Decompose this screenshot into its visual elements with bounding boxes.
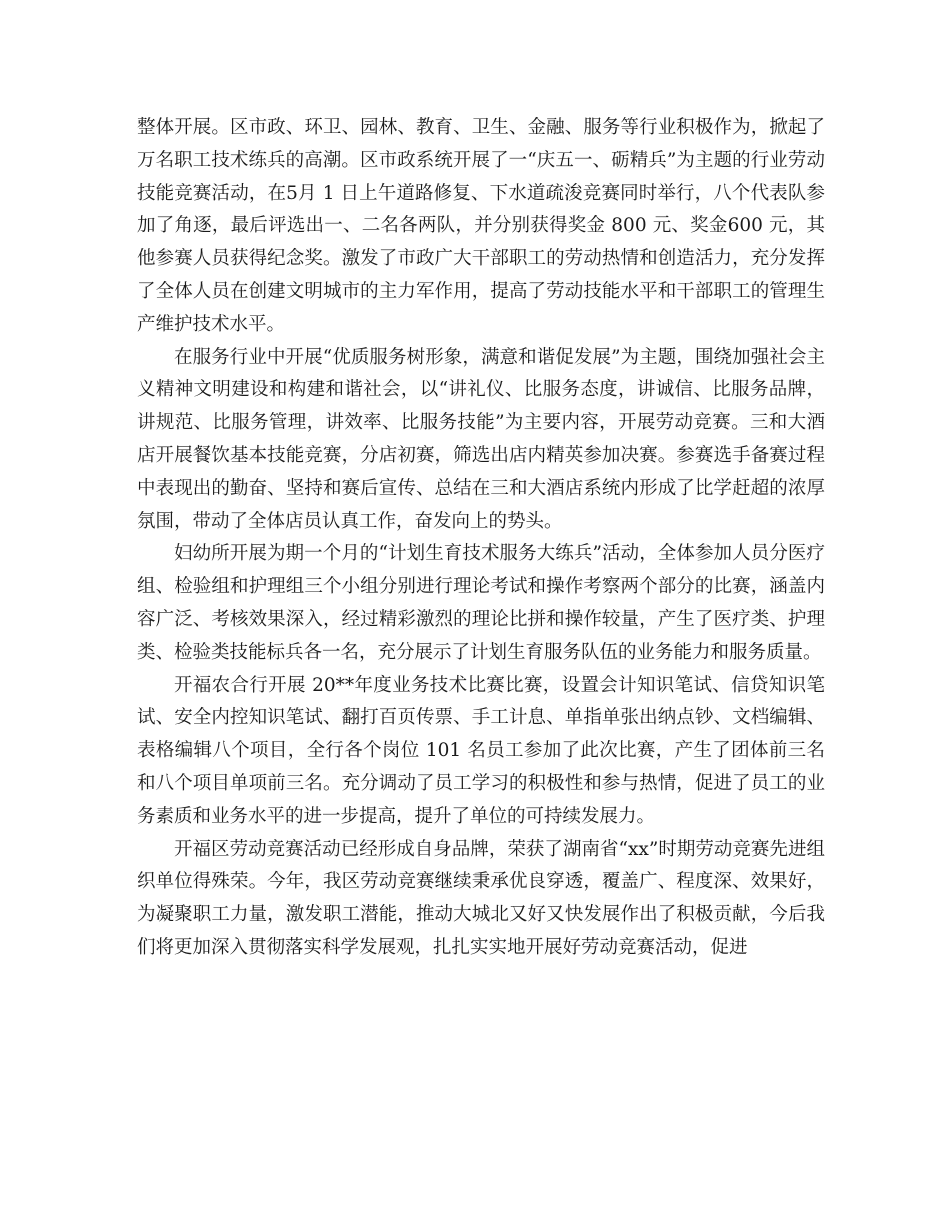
paragraph-1: 整体开展。区市政、环卫、园林、教育、卫生、金融、服务等行业积极作为，掀起了万名职工技术练兵的高潮。区市政系统开展了一“庆五一、砺精兵”为主题的行业劳动技能竞赛活动，在5月 1 日上午道路修复、下水道疏浚竞赛同时举行，八个代表队参加了角逐，最后评选出一、二名各两队，并分别获得奖金 800 元、奖金600 元，其他参赛人员获得纪念奖。激发了市政广大干部职工的劳动热情和创造活力，充分发挥了全体人员在创建文明城市的主力军作用，提高了劳动技能水平和干部职工的管理生产维护技术水平。 bbox=[137, 117, 825, 335]
paragraph-4: 开福农合行开展 20**年度业务技术比赛比赛，设置会计知识笔试、信贷知识笔试、安全内控知识笔试、翻打百页传票、手工计息、单指单张出纳点钞、文档编辑、表格编辑八个项目，全行各个岗位 101 名员工参加了此次比赛，产生了团体前三名和八个项目单项前三名。充分调动了员工学习的积极性和参与热情，促进了员工的业务素质和业务水平的进一步提高，提升了单位的可持续发展力。 bbox=[137, 674, 825, 827]
paragraph-2: 在服务行业中开展“优质服务树形象，满意和谐促发展”为主题，围绕加强社会主义精神文明建设和构建和谐社会，以“讲礼仪、比服务态度，讲诚信、比服务品牌，讲规范、比服务管理，讲效率、比服务技能”为主要内容，开展劳动竞赛。三和大酒店开展餐饮基本技能竞赛，分店初赛，筛选出店内精英参加决赛。参赛选手备赛过程中表现出的勤奋、坚持和赛后宣传、总结在三和大酒店系统内形成了比学赶超的浓厚氛围，带动了全体店员认真工作，奋发向上的势头。 bbox=[137, 346, 825, 532]
paragraph-3: 妇幼所开展为期一个月的“计划生育技术服务大练兵”活动，全体参加人员分医疗组、检验组和护理组三个小组分别进行理论考试和操作考察两个部分的比赛，涵盖内容广泛、考核效果深入，经过精彩激烈的理论比拼和操作较量，产生了医疗类、护理类、检验类技能标兵各一名，充分展示了计划生育服务队伍的业务能力和服务质量。 bbox=[137, 543, 825, 663]
document-body bbox=[137, 112, 825, 965]
paragraph-5: 开福区劳动竞赛活动已经形成自身品牌，荣获了湖南省“xx”时期劳动竞赛先进组织单位得殊荣。今年，我区劳动竞赛继续秉承优良穿透，覆盖广、程度深、效果好，为凝聚职工力量，激发职工潜能，推动大城北又好又快发展作出了积极贡献，今后我们将更加深入贯彻落实科学发展观，扎扎实实地开展好劳动竞赛活动，促进 bbox=[137, 838, 825, 958]
